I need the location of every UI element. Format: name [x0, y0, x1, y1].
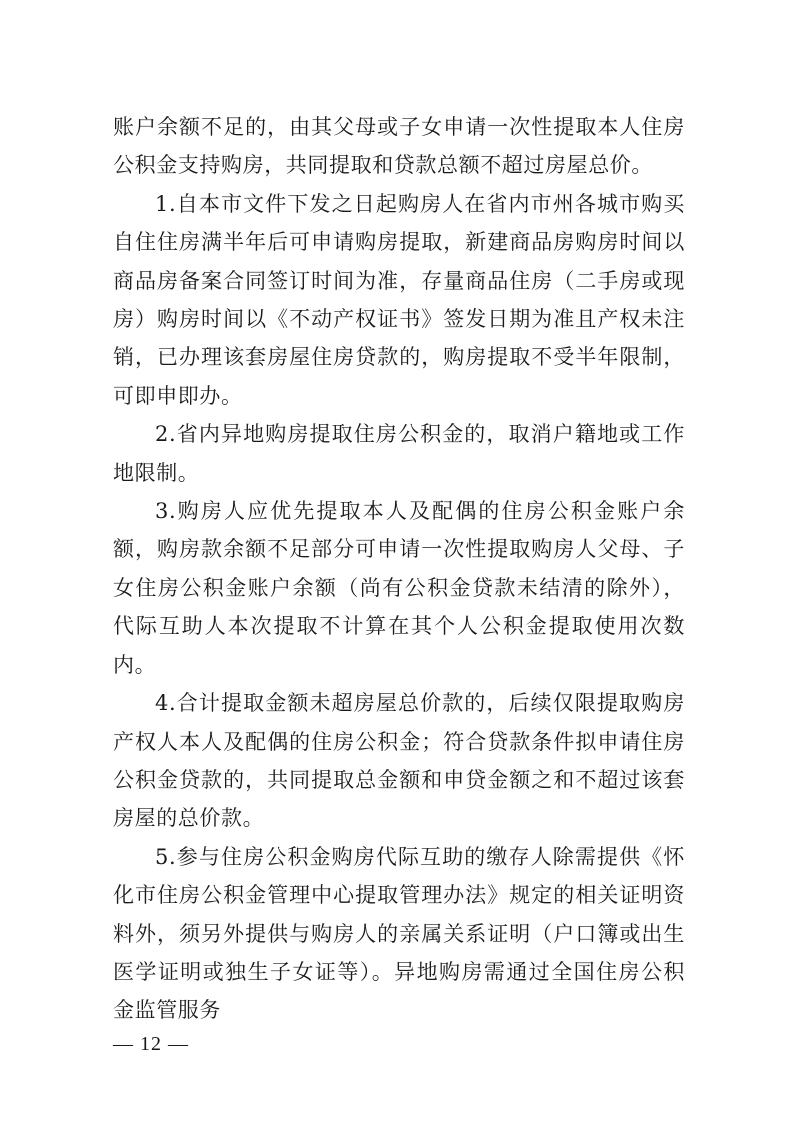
- paragraph-item-2: 2.省内异地购房提取住房公积金的，取消户籍地或工作地限制。: [113, 422, 685, 485]
- paragraph-item-1: 1.自本市文件下发之日起购房人在省内市州各城市购买自住住房满半年后可申请购房提取，新建商品房购房时间以商品房备案合同签订时间为准，存量商品住房（二手房或现房）购房时间以《不动产权证书》签发日期为准且产权未注销，已办理该套房屋住房贷款的，购房提取不受半年限制，可即申即办。: [113, 191, 685, 408]
- paragraph-item-4: 4.合计提取金额未超房屋总价款的，后续仅限提取购房产权人本人及配偶的住房公积金；符合贷款条件拟申请住房公积金贷款的，共同提取总金额和申贷金额之和不超过该套房屋的总价款。: [113, 691, 685, 831]
- document-body: [113, 108, 685, 1030]
- paragraph-item-5: 5.参与住房公积金购房代际互助的缴存人除需提供《怀化市住房公积金管理中心提取管理办法》规定的相关证明资料外，须另外提供与购房人的亲属关系证明（户口簿或出生医学证明或独生子女证等）。异地购房需通过全国住房公积金监管服务: [113, 844, 685, 1023]
- paragraph-item-3: 3.购房人应优先提取本人及配偶的住房公积金账户余额，购房款余额不足部分可申请一次性提取购房人父母、子女住房公积金账户余额（尚有公积金贷款未结清的除外），代际互助人本次提取不计算在其个人公积金提取使用次数内。: [113, 499, 685, 677]
- page-number: — 12 —: [113, 1033, 189, 1055]
- paragraph-continuation: 账户余额不足的，由其父母或子女申请一次性提取本人住房公积金支持购房，共同提取和贷款总额不超过房屋总价。: [113, 115, 685, 178]
